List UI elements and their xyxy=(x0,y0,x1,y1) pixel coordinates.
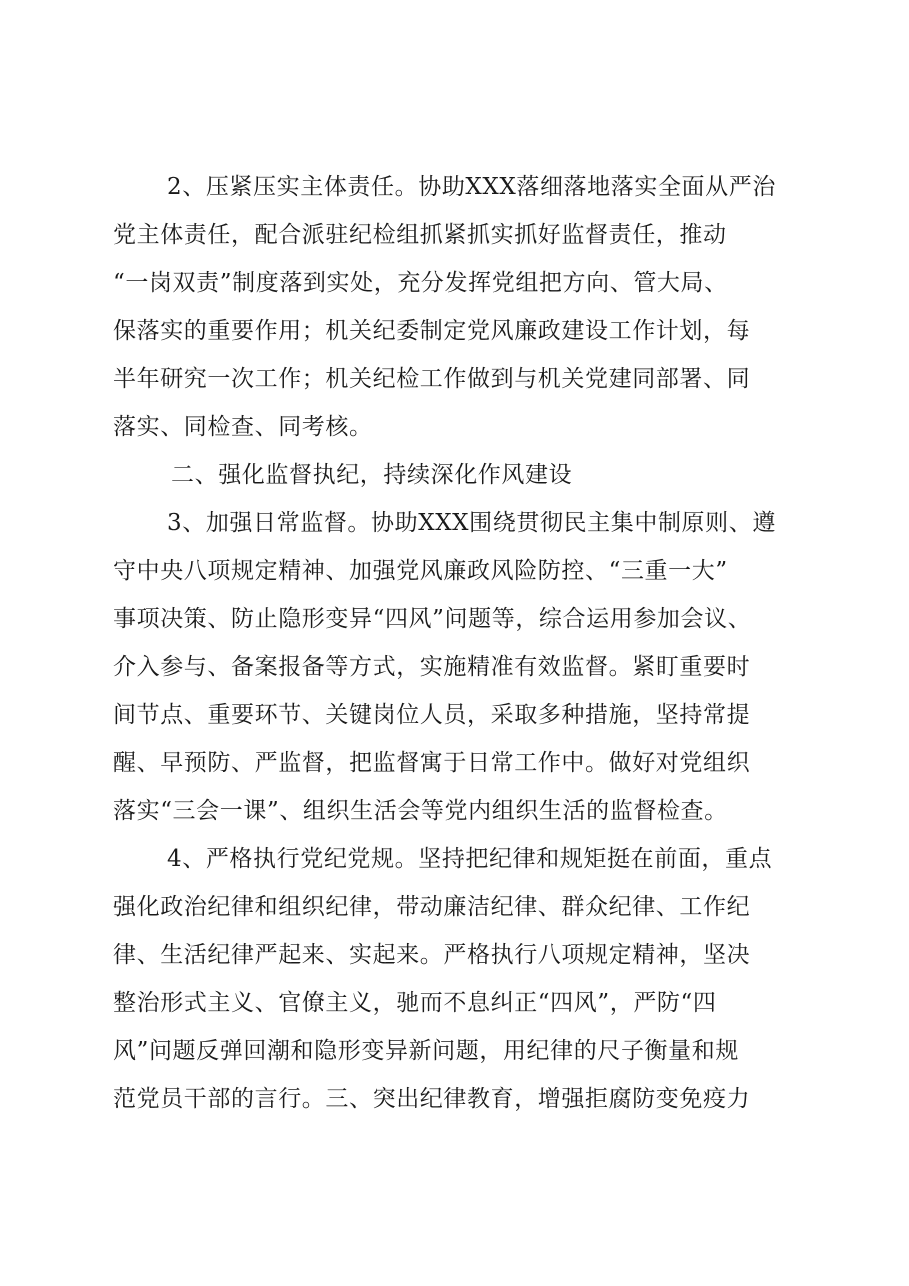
paragraph-4 xyxy=(113,835,813,1123)
paragraph-line: 间节点、重要环节、关键岗位人员，采取多种措施，坚持常提 xyxy=(113,702,751,728)
paragraph-line: 半年研究一次工作；机关纪检工作做到与机关党建同部署、同 xyxy=(113,366,751,392)
paragraph-line: 落实、同检查、同考核。 xyxy=(113,414,373,440)
paragraph-2 xyxy=(113,163,813,451)
paragraph-line: “一岗双责”制度落到实处，充分发挥党组把方向、管大局、 xyxy=(113,270,728,296)
paragraph-line: 范党员干部的言行。三、突出纪律教育，增强拒腐防变免疫力 xyxy=(113,1086,751,1112)
paragraph-line: 整治形式主义、官僚主义，驰而不息纠正“四风”，严防“四 xyxy=(113,990,717,1016)
paragraph-line: 3、加强日常监督。协助XXX围绕贯彻民主集中制原则、遵 xyxy=(167,510,776,536)
paragraph-line: 守中央八项规定精神、加强党风廉政风险防控、“三重一大” xyxy=(113,558,728,584)
document-body xyxy=(113,163,813,1123)
paragraph-line: 保落实的重要作用；机关纪委制定党风廉政建设工作计划，每 xyxy=(113,318,751,344)
paragraph-line: 落实“三会一课”、组织生活会等党内组织生活的监督检查。 xyxy=(113,798,728,824)
paragraph-line: 党主体责任，配合派驻纪检组抓紧抓实抓好监督责任，推动 xyxy=(113,222,727,248)
paragraph-line: 4、严格执行党纪党规。坚持把纪律和规矩挺在前面，重点 xyxy=(167,846,773,872)
paragraph-line: 强化政治纪律和组织纪律，带动廉洁纪律、群众纪律、工作纪 xyxy=(113,894,751,920)
paragraph-line: 律、生活纪律严起来、实起来。严格执行八项规定精神，坚决 xyxy=(113,942,751,968)
paragraph-3 xyxy=(113,499,813,835)
paragraph-line: 风”问题反弹回潮和隐形变异新问题，用纪律的尺子衡量和规 xyxy=(113,1038,739,1064)
paragraph-line: 醒、早预防、严监督，把监督寓于日常工作中。做好对党组织 xyxy=(113,750,751,776)
paragraph-line: 介入参与、备案报备等方式，实施精准有效监督。紧盯重要时 xyxy=(113,654,751,680)
paragraph-line: 事项决策、防止隐形变异“四风”问题等，综合运用参加会议、 xyxy=(113,606,752,632)
paragraph-line: 2、压紧压实主体责任。协助XXX落细落地落实全面从严治 xyxy=(167,174,776,200)
section-heading: 二、强化监督执纪，持续深化作风建设 xyxy=(171,462,573,488)
